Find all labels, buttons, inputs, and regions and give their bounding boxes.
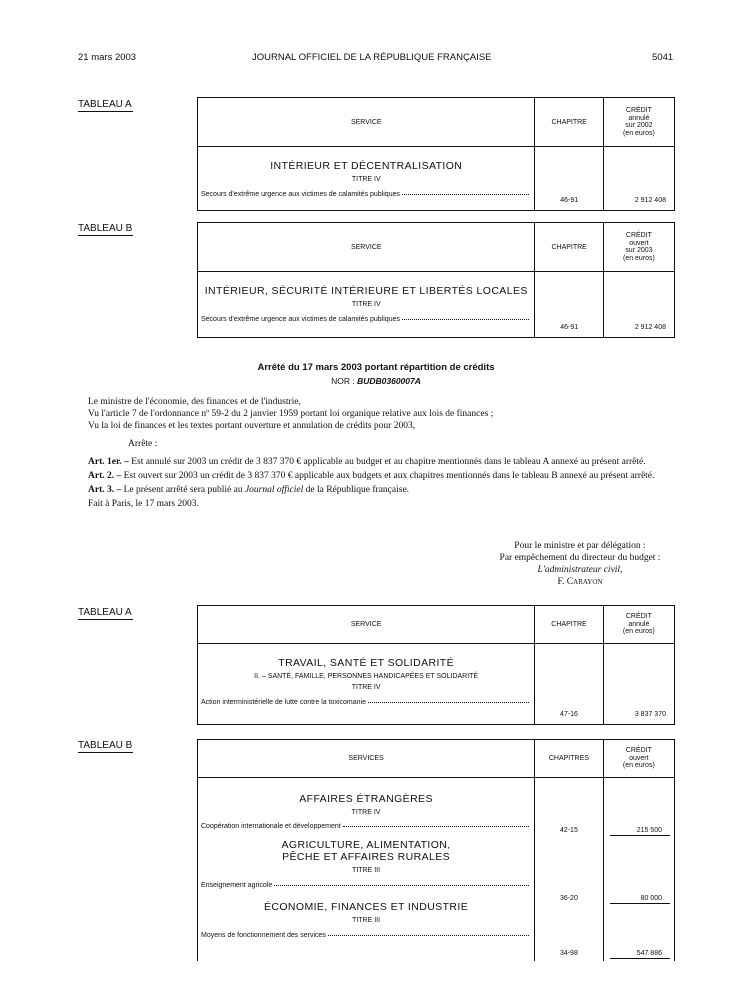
header-journal-title: JOURNAL OFFICIEL DE LA RÉPUBLIQUE FRANÇAISE: [252, 52, 492, 63]
column-header-chapitre: CHAPITRE: [535, 606, 603, 644]
titre-label: TITRE IV: [351, 301, 381, 308]
chapitre-cell: 46-91: [535, 272, 603, 338]
table-label: TABLEAU A: [78, 607, 132, 618]
service-cell: [198, 778, 535, 962]
table-label: TABLEAU B: [78, 223, 133, 234]
titre-label: TITRE III: [352, 867, 381, 874]
column-header-chapitre: CHAPITRE: [535, 223, 603, 272]
section-title: INTÉRIEUR, SÉCURITÉ INTÉRIEURE ET LIBERTÉS LOCALES: [204, 285, 528, 297]
column-header-service: SERVICE: [198, 98, 535, 147]
table-row: Secours d'extrême urgence aux victimes de calamités publiques: [198, 316, 534, 323]
service-cell: [198, 272, 535, 338]
table-row: Action interministérielle de lutte contre la toxicomanie: [198, 699, 534, 706]
credit-table-a1: [197, 97, 675, 211]
arrete-label: Arrête :: [128, 439, 158, 449]
service-cell: [198, 644, 535, 725]
service-cell: [198, 147, 535, 211]
article-3: Art. 3. – Le présent arrêté sera publié au Journal officiel de la République française.: [88, 485, 410, 495]
fait-a-paris: Fait à Paris, le 17 mars 2003.: [88, 499, 199, 509]
credit-table-b1: [197, 222, 675, 338]
header-date: 21 mars 2003: [78, 52, 137, 63]
credit-table-a2: [197, 605, 675, 725]
credit-cell: 2 912 408: [603, 272, 674, 338]
section-title-line2: PÊCHE ET AFFAIRES RURALES: [282, 851, 451, 863]
article-1: Art. 1er. – Est annulé sur 2003 un crédit de 3 837 370 € applicable au budget et au chapitre mentionnés dans le tableau A annexé au présent arrêté.: [88, 457, 646, 467]
column-header-chapitre: CHAPITRES: [535, 740, 604, 778]
nor-reference: NOR : BUDB0360007A: [331, 376, 421, 386]
paragraph: Le ministre de l'économie, des finances et de l'industrie,: [88, 397, 301, 407]
column-header-credit: CRÉDIT annulé sur 2002 (en euros): [603, 98, 674, 147]
column-header-service: SERVICES: [198, 740, 535, 778]
signature-line: Par empêchement du directeur du budget :: [499, 553, 661, 563]
titre-label: TITRE III: [352, 917, 381, 924]
article-2: Art. 2. – Est ouvert sur 2003 un crédit de 3 837 370 € applicable aux budgets et aux chapitres mentionnés dans le tableau B annexé au présent arrêté.: [88, 471, 655, 481]
chapitre-cell: 42-15 36-20 34-98: [535, 778, 604, 962]
paragraph: Vu l'article 7 de l'ordonnance nº 59-2 du 2 janvier 1959 portant loi organique relative aux lois de finances ;: [88, 409, 494, 419]
column-header-credit: CRÉDIT ouvert (en euros): [603, 740, 674, 778]
table-label: TABLEAU A: [78, 99, 132, 110]
column-header-credit: CRÉDIT annulé (en euros): [603, 606, 674, 644]
section-title: ÉCONOMIE, FINANCES ET INDUSTRIE: [263, 901, 469, 913]
section-title: AFFAIRES ÉTRANGÈRES: [299, 793, 433, 805]
section-title: INTÉRIEUR ET DÉCENTRALISATION: [270, 160, 463, 172]
table-row: Secours d'extrême urgence aux victimes de calamités publiques: [198, 191, 534, 198]
table-row: Enseignement agricole: [198, 882, 534, 889]
signature-line: L'administrateur civil,: [537, 565, 623, 575]
section-title: AGRICULTURE, ALIMENTATION,: [281, 839, 451, 851]
table-row: Coopération internationale et développement: [198, 823, 534, 830]
header-page-number: 5041: [652, 52, 674, 63]
table-label: TABLEAU B: [78, 740, 133, 751]
subsection-title: II. – SANTÉ, FAMILLE, PERSONNES HANDICAPÉES ET SOLIDARITÉ: [254, 673, 479, 680]
arrete-title: Arrêté du 17 mars 2003 portant répartition de crédits: [257, 362, 495, 373]
signature-block: [470, 540, 690, 588]
titre-label: TITRE IV: [351, 684, 381, 691]
column-header-service: SERVICE: [198, 223, 535, 272]
chapitre-cell: 47-16: [535, 644, 603, 725]
signatory-name: F. Carayon: [557, 577, 603, 587]
table-row: Moyens de fonctionnement des services: [198, 932, 534, 939]
titre-label: TITRE IV: [351, 176, 381, 183]
credit-table-b2: [197, 739, 675, 961]
arrete-body: [88, 396, 678, 510]
signature-line: Pour le ministre et par délégation :: [514, 541, 646, 551]
credit-cell: 215 500 80 000 547 886: [603, 778, 674, 962]
credit-cell: 2 912 408: [603, 147, 674, 211]
credit-cell: 3 837 370: [603, 644, 674, 725]
column-header-chapitre: CHAPITRE: [535, 98, 603, 147]
column-header-credit: CRÉDIT ouvert sur 2003 (en euros): [603, 223, 674, 272]
section-title: TRAVAIL, SANTÉ ET SOLIDARITÉ: [278, 657, 455, 669]
chapitre-cell: 46-91: [535, 147, 603, 211]
paragraph: Vu la loi de finances et les textes portant ouverture et annulation de crédits pour 2003,: [88, 421, 416, 431]
titre-label: TITRE IV: [351, 809, 381, 816]
column-header-service: SERVICE: [198, 606, 535, 644]
